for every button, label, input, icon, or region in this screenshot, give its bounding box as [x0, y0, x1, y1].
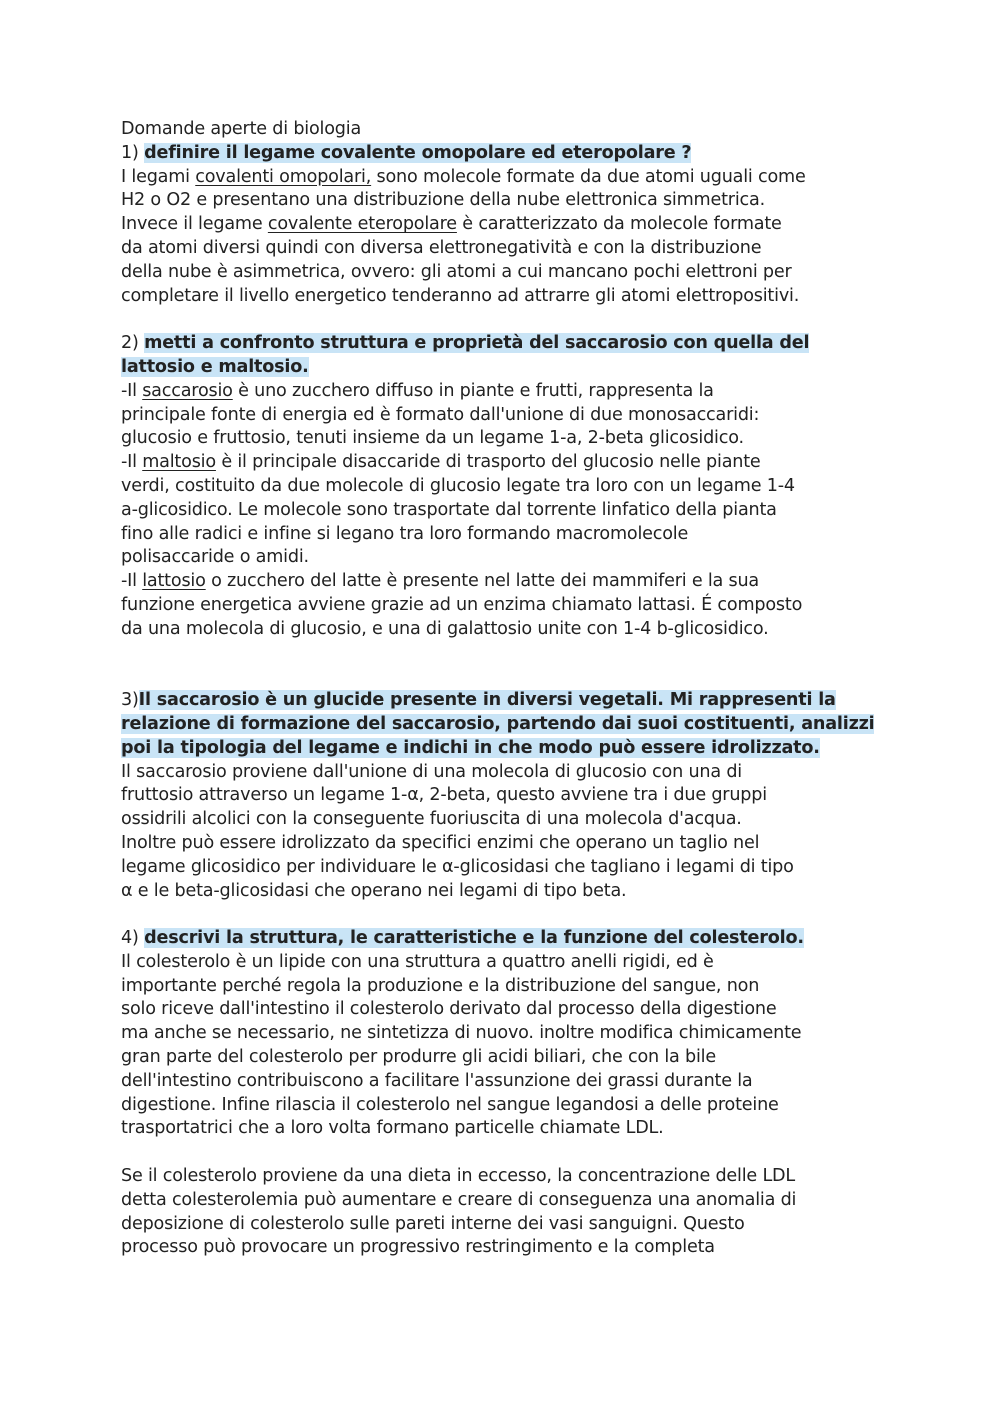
answer-line: Il colesterolo è un lipide con una struttura a quattro anelli rigidi, ed è — [121, 951, 714, 972]
text-span: -Il — [121, 380, 143, 401]
answer-line: dell'intestino contribuiscono a facilitare l'assunzione dei grassi durante la — [121, 1070, 753, 1091]
answer-line — [121, 213, 901, 237]
text-span: -Il — [121, 452, 143, 473]
answer-line: legame glicosidico per individuare le α-glicosidasi che tagliano i legami di tipo — [121, 856, 794, 877]
answer-line: processo può provocare un progressivo restringimento e la completa — [121, 1237, 715, 1258]
answer-line: deposizione di colesterolo sulle pareti interne dei vasi sanguigni. Questo — [121, 1213, 745, 1234]
paragraph-gap — [121, 903, 901, 927]
underlined-term: saccarosio — [142, 380, 233, 401]
answer-line: polisaccaride o amidi. — [121, 547, 309, 568]
text-span: è caratterizzato da molecole formate — [456, 214, 782, 235]
answer-line: Il saccarosio proviene dall'unione di una molecola di glucosio con una di — [121, 761, 742, 782]
underlined-term: maltosio — [142, 452, 216, 473]
text-span: Invece il legame — [121, 214, 268, 235]
question-4 — [121, 927, 901, 951]
answer-line — [121, 570, 901, 594]
answer-line: α e le beta-glicosidasi che operano nei legami di tipo beta. — [121, 880, 627, 901]
text-span: sono molecole formate da due atomi uguali come — [371, 166, 806, 187]
text-span: -Il — [121, 571, 143, 592]
question-number: 3) — [121, 690, 139, 711]
question-number: 1) — [121, 142, 145, 163]
answer-line — [121, 166, 901, 190]
paragraph-gap — [121, 642, 901, 690]
answer-line: principale fonte di energia ed è formato dall'unione di due monosaccaridi: — [121, 404, 760, 425]
answer-line: da atomi diversi quindi con diversa elettronegatività e con la distribuzione — [121, 237, 762, 258]
answer-line: H2 o O2 e presentano una distribuzione della nube elettronica simmetrica. — [121, 190, 765, 211]
document-body — [121, 118, 901, 1260]
question-3-continued — [121, 713, 901, 737]
answer-line: a-glicosidico. Le molecole sono trasportate dal torrente linfatico della pianta — [121, 499, 777, 520]
answer-line: fino alle radici e infine si legano tra loro formando macromolecole — [121, 523, 689, 544]
answer-line: solo riceve dall'intestino il colesterolo derivato dal processo della digestione — [121, 999, 777, 1020]
question-text: definire il legame covalente omopolare ed eteropolare ? — [144, 142, 692, 163]
underlined-term: covalente eteropolare — [267, 214, 457, 235]
answer-line: detta colesterolemia può aumentare e creare di conseguenza una anomalia di — [121, 1189, 797, 1210]
question-text: metti a confronto struttura e proprietà del saccarosio con quella del — [144, 333, 810, 354]
answer-line: gran parte del colesterolo per produrre gli acidi biliari, che con la bile — [121, 1047, 716, 1068]
question-2-continued — [121, 356, 901, 380]
question-1 — [121, 142, 901, 166]
paragraph-gap — [121, 1141, 901, 1165]
text-span: I legami — [121, 166, 196, 187]
question-2 — [121, 332, 901, 356]
answer-line: importante perché regola la produzione e la distribuzione del sangue, non — [121, 975, 760, 996]
question-text: descrivi la struttura, le caratteristiche e la funzione del colesterolo. — [144, 928, 804, 949]
answer-line: Se il colesterolo proviene da una dieta in eccesso, la concentrazione delle LDL — [121, 1166, 795, 1187]
underlined-term: covalenti omopolari, — [195, 166, 372, 187]
question-text: lattosio e maltosio. — [121, 356, 309, 377]
answer-line: digestione. Infine rilascia il colesterolo nel sangue legandosi a delle proteine — [121, 1094, 779, 1115]
answer-line: Inoltre può essere idrolizzato da specifici enzimi che operano un taglio nel — [121, 832, 760, 853]
text-span: è uno zucchero diffuso in piante e frutti, rappresenta la — [232, 380, 714, 401]
answer-line: verdi, costituito da due molecole di glucosio legate tra loro con un legame 1-4 — [121, 475, 795, 496]
question-number: 2) — [121, 333, 145, 354]
answer-line: ma anche se necessario, ne sintetizza di nuovo. inoltre modifica chimicamente — [121, 1023, 802, 1044]
answer-line: funzione energetica avviene grazie ad un enzima chiamato lattasi. É composto — [121, 594, 803, 615]
question-text: Il saccarosio è un glucide presente in diversi vegetali. Mi rappresenti la — [138, 690, 836, 711]
answer-line — [121, 380, 901, 404]
paragraph-gap — [121, 308, 901, 332]
answer-line: completare il livello energetico tenderanno ad attrarre gli atomi elettropositivi. — [121, 285, 800, 306]
answer-line: trasportatrici che a loro volta formano particelle chiamate LDL. — [121, 1118, 664, 1139]
question-3 — [121, 689, 901, 713]
document-title: Domande aperte di biologia — [121, 119, 362, 139]
answer-line: ossidrili alcolici con la conseguente fuoriuscita di una molecola d'acqua. — [121, 809, 742, 830]
text-span: è il principale disaccaride di trasporto del glucosio nelle piante — [215, 452, 761, 473]
question-number: 4) — [121, 928, 145, 949]
question-3-continued — [121, 737, 901, 761]
text-span: o zucchero del latte è presente nel latte dei mammiferi e la sua — [205, 571, 760, 592]
answer-line — [121, 451, 901, 475]
answer-line: glucosio e fruttosio, tenuti insieme da un legame 1-a, 2-beta glicosidico. — [121, 428, 744, 449]
answer-line: da una molecola di glucosio, e una di galattosio unite con 1-4 b-glicosidico. — [121, 618, 769, 639]
question-text: relazione di formazione del saccarosio, partendo dai suoi costituenti, analizzi — [121, 713, 875, 734]
answer-line: fruttosio attraverso un legame 1-α, 2-beta, questo avviene tra i due gruppi — [121, 785, 767, 806]
answer-line: della nube è asimmetrica, ovvero: gli atomi a cui mancano pochi elettroni per — [121, 261, 792, 282]
underlined-term: lattosio — [142, 571, 206, 592]
question-text: poi la tipologia del legame e indichi in che modo può essere idrolizzato. — [121, 737, 820, 758]
